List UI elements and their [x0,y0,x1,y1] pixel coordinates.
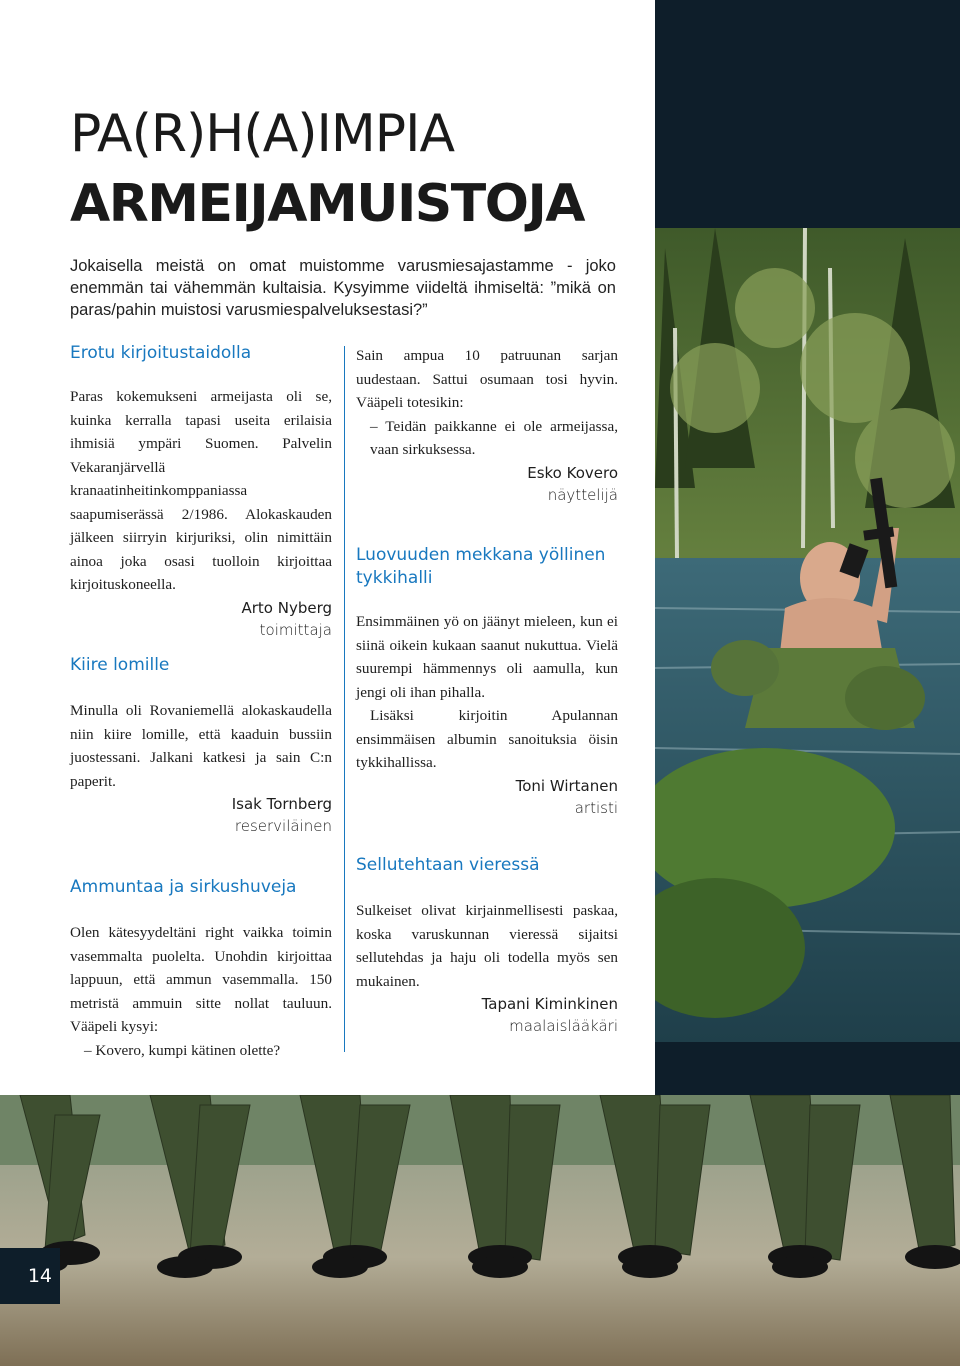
author-name: Arto Nyberg [241,598,332,617]
title-line-1: PA(R)H(A)IMPIA [70,104,455,164]
story-kiire [70,654,332,837]
soldier-wading-photo [655,228,960,1042]
author-name: Tapani Kiminkinen [481,995,618,1013]
story-kovero-cont [356,344,618,506]
story-luovuuden [356,544,618,819]
story-body: Sulkeiset olivat kirjainmellisesti paskaa, koska varuskunnan vieressä sijaitsi sellutehdas ja haju oli todella myös sen mukainen. [356,902,618,990]
author-name: Isak Tornberg [231,795,332,813]
story-body: Paras kokemukseni armeijasta oli se, kuinka kerralla tapasi useita erilaisia ihmisiä ympäri Suomen. Palvelin Vekaranjärvellä kranaatinheitinkomppaniassa saapumiserässä 2/1986. Alokaskauden jälkeen siirryin kirjuriksi, olin nimittäin ainoa joka osasi tuolloin kirjoittaa kirjoituskoneella. [70,388,332,593]
story-heading: Ammuntaa ja sirkushuveja [70,877,297,897]
author-name: Toni Wirtanen [515,776,618,795]
column-divider [344,346,345,1052]
title-line-2: ARMEIJAMUISTOJA [70,174,585,234]
author-role: näyttelijä [547,485,618,504]
story-body: Ensimmäinen yö on jäänyt mieleen, kun ei siinä oikein kukaan saanut nukuttua. Vielä suurempi hämmennys oli aamulla, kun jengi oli ihan pihalla. [356,613,618,701]
dark-header-block [655,0,960,230]
story-sellutehtaan [356,854,618,1037]
story-ammuntaa [70,876,332,1062]
dark-lower-block [655,1040,960,1100]
story-quote: – Teidän paikkanne ei ole armeijassa, vaan sirkuksessa. [370,417,618,458]
story-body: Minulla oli Rovaniemellä alokaskaudella niin kiire lomille, että kaaduin bussiin juostessani. Jalkani katkesi ja sain C:n paperit. [70,702,332,790]
author-role: maalaislääkäri [509,1017,618,1035]
author-role: artisti [574,798,618,817]
story-heading: Sellutehtaan vieressä [356,855,540,875]
author-role: reserviläinen [234,817,332,835]
story-heading: Erotu kirjoitustaidolla [70,343,252,363]
story-body: Olen kätesyydeltäni right vaikka toimin vasemmalta puolelta. Unohdin kirjoittaa lappuun, että ammun vasemmalla. 150 metristä ammuin sitte nollat tauluun. Vääpeli kysyi: [70,924,332,1035]
story-heading: Luovuuden mekkana yöllinen tykkihalli [356,545,606,588]
marching-soldiers-photo [0,1095,960,1366]
intro-paragraph: Jokaisella meistä on omat muistomme varusmiesajastamme - joko enemmän tai vähemmän kultaisia. Kysyimme viideltä ihmiseltä: ”mikä on paras/pahin muistosi varusmiespalveluksestasi?” [70,257,616,319]
author-role: toimittaja [259,620,332,639]
story-body-2: Lisäksi kirjoitin Apulannan ensimmäisen albumin sanoituksia öisin tykkihallissa. [356,707,618,771]
story-erotu [70,342,332,641]
author-name: Esko Kovero [527,463,618,482]
page-number: 14 [0,1248,60,1304]
story-body: Sain ampua 10 patruunan sarjan uudestaan. Sattui osumaan tosi hyvin. Vääpeli totesikin: [356,347,618,411]
story-quote: – Kovero, kumpi kätinen olette? [84,1041,281,1059]
story-heading: Kiire lomille [70,655,170,675]
